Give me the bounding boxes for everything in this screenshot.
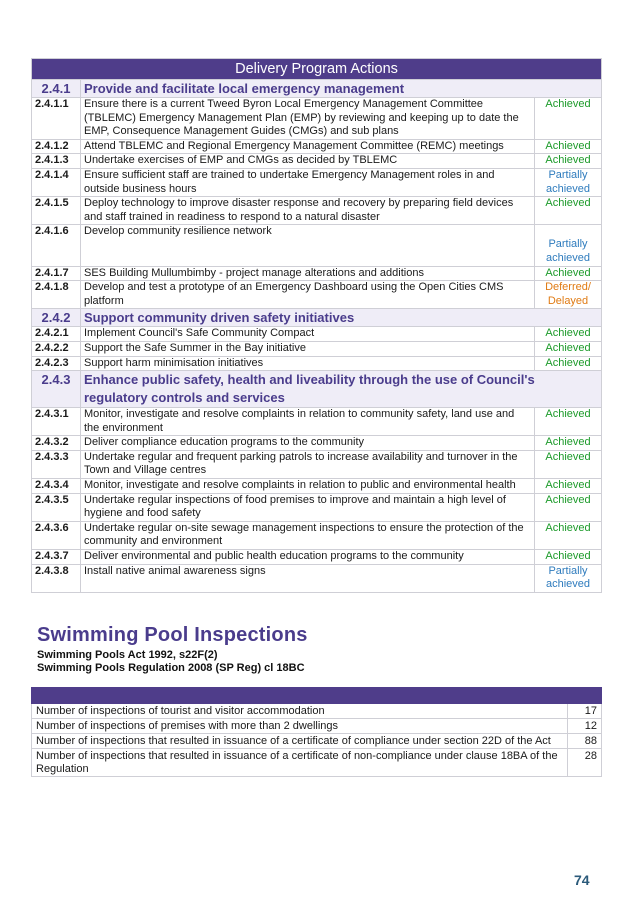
action-status: Partially achieved <box>535 168 602 196</box>
action-description: Ensure sufficient staff are trained to undertake Emergency Management roles in and outside business hours <box>81 168 535 196</box>
table-row <box>32 408 602 436</box>
action-number: 2.4.1.2 <box>32 139 81 154</box>
regulation-reference: Swimming Pools Regulation 2008 (SP Reg) cl 18BC <box>37 662 305 674</box>
table-row <box>32 521 602 549</box>
action-number: 2.4.2.3 <box>32 356 81 371</box>
table-header-row <box>32 688 602 704</box>
action-description: Ensure there is a current Tweed Byron Local Emergency Management Committee (TBLEMC) Emergency Management Plan (EMP) by reviewing and keeping up to date the EMP, Consequence Management Guides (CMGs) and sub plans <box>81 98 535 140</box>
table-row <box>32 734 602 749</box>
inspection-count: 88 <box>568 734 602 749</box>
section-heading: Swimming Pool Inspections <box>37 624 308 646</box>
action-status: Achieved <box>535 521 602 549</box>
action-description: Install native animal awareness signs <box>81 564 535 592</box>
action-status: Achieved <box>535 98 602 140</box>
action-number: 2.4.2.1 <box>32 327 81 342</box>
action-number: 2.4.3.1 <box>32 408 81 436</box>
action-description: Attend TBLEMC and Regional Emergency Management Committee (REMC) meetings <box>81 139 535 154</box>
section-number: 2.4.2 <box>32 309 81 327</box>
table-row <box>32 719 602 734</box>
table-row <box>32 266 602 281</box>
action-description: Support harm minimisation initiatives <box>81 356 535 371</box>
table-row <box>32 327 602 342</box>
page-number: 74 <box>574 872 590 888</box>
action-description: Deploy technology to improve disaster response and recovery by preparing field devices and staff trained in readiness to respond to a natural disaster <box>81 197 535 225</box>
table-row <box>32 479 602 494</box>
action-description: Undertake regular inspections of food premises to improve and maintain a high level of hygiene and food safety <box>81 493 535 521</box>
action-number: 2.4.1.6 <box>32 225 81 266</box>
inspection-count: 12 <box>568 719 602 734</box>
table-row <box>32 356 602 371</box>
table-heading: Delivery Program Actions <box>32 59 602 80</box>
action-status: Achieved <box>535 550 602 565</box>
action-status: Achieved <box>535 436 602 451</box>
inspection-label: Number of inspections of premises with more than 2 dwellings <box>32 719 568 734</box>
section-row <box>32 80 602 98</box>
action-status: Achieved <box>535 327 602 342</box>
action-status: Deferred/ Delayed <box>535 281 602 309</box>
action-status: Achieved <box>535 493 602 521</box>
action-number: 2.4.1.8 <box>32 281 81 309</box>
section-row <box>32 371 602 408</box>
inspection-label: Number of inspections that resulted in issuance of a certificate of compliance under section 22D of the Act <box>32 734 568 749</box>
inspection-label: Number of inspections that resulted in issuance of a certificate of non-compliance under clause 18BA of the Regulation <box>32 749 568 777</box>
table-row <box>32 98 602 140</box>
action-number: 2.4.3.7 <box>32 550 81 565</box>
act-reference: Swimming Pools Act 1992, s22F(2) <box>37 649 218 661</box>
action-number: 2.4.3.2 <box>32 436 81 451</box>
pool-inspections-table <box>31 687 602 777</box>
action-description: Monitor, investigate and resolve complaints in relation to community safety, land use and the environment <box>81 408 535 436</box>
inspection-label: Number of inspections of tourist and visitor accommodation <box>32 704 568 719</box>
action-status: Achieved <box>535 341 602 356</box>
action-description: Develop and test a prototype of an Emergency Dashboard using the Open Cities CMS platform <box>81 281 535 309</box>
table-row <box>32 704 602 719</box>
delivery-program-table <box>31 58 602 593</box>
action-number: 2.4.1.3 <box>32 154 81 169</box>
action-number: 2.4.1.5 <box>32 197 81 225</box>
table-row <box>32 341 602 356</box>
table-row <box>32 450 602 478</box>
action-status: Achieved <box>535 408 602 436</box>
section-number: 2.4.1 <box>32 80 81 98</box>
table-header-row <box>32 59 602 80</box>
action-description: Support the Safe Summer in the Bay initiative <box>81 341 535 356</box>
table-row <box>32 436 602 451</box>
table-row <box>32 493 602 521</box>
action-number: 2.4.3.3 <box>32 450 81 478</box>
section-title: Provide and facilitate local emergency management <box>81 80 602 98</box>
inspection-count: 28 <box>568 749 602 777</box>
section-row <box>32 309 602 327</box>
action-status: Partially achieved <box>535 564 602 592</box>
action-description: Develop community resilience network <box>81 225 535 266</box>
action-status: Achieved <box>535 356 602 371</box>
action-status: Achieved <box>535 139 602 154</box>
section-title: Support community driven safety initiatives <box>81 309 602 327</box>
action-description: Monitor, investigate and resolve complaints in relation to public and environmental health <box>81 479 535 494</box>
action-number: 2.4.1.4 <box>32 168 81 196</box>
inspection-count: 17 <box>568 704 602 719</box>
action-number: 2.4.3.4 <box>32 479 81 494</box>
action-number: 2.4.1.7 <box>32 266 81 281</box>
action-number: 2.4.1.1 <box>32 98 81 140</box>
action-status: Achieved <box>535 479 602 494</box>
table-row <box>32 564 602 592</box>
action-status: Partially achieved <box>535 225 602 266</box>
action-description: Implement Council's Safe Community Compact <box>81 327 535 342</box>
action-status: Achieved <box>535 197 602 225</box>
table-row <box>32 139 602 154</box>
table-row <box>32 749 602 777</box>
table-row <box>32 197 602 225</box>
action-description: Undertake regular on-site sewage management inspections to ensure the protection of the community and environment <box>81 521 535 549</box>
action-number: 2.4.3.8 <box>32 564 81 592</box>
action-number: 2.4.3.6 <box>32 521 81 549</box>
table-row <box>32 225 602 266</box>
action-description: SES Building Mullumbimby - project manage alterations and additions <box>81 266 535 281</box>
action-status: Achieved <box>535 154 602 169</box>
action-number: 2.4.3.5 <box>32 493 81 521</box>
table-row <box>32 281 602 309</box>
table-row <box>32 550 602 565</box>
action-description: Undertake exercises of EMP and CMGs as decided by TBLEMC <box>81 154 535 169</box>
action-description: Undertake regular and frequent parking patrols to increase availability and turnover in the Town and Village centres <box>81 450 535 478</box>
action-number: 2.4.2.2 <box>32 341 81 356</box>
section-number: 2.4.3 <box>32 371 81 408</box>
table-row <box>32 168 602 196</box>
action-status: Achieved <box>535 450 602 478</box>
table-row <box>32 154 602 169</box>
section-title: Enhance public safety, health and liveability through the use of Council's regulatory controls and services <box>81 371 602 408</box>
action-description: Deliver environmental and public health education programs to the community <box>81 550 535 565</box>
action-description: Deliver compliance education programs to the community <box>81 436 535 451</box>
action-status: Achieved <box>535 266 602 281</box>
